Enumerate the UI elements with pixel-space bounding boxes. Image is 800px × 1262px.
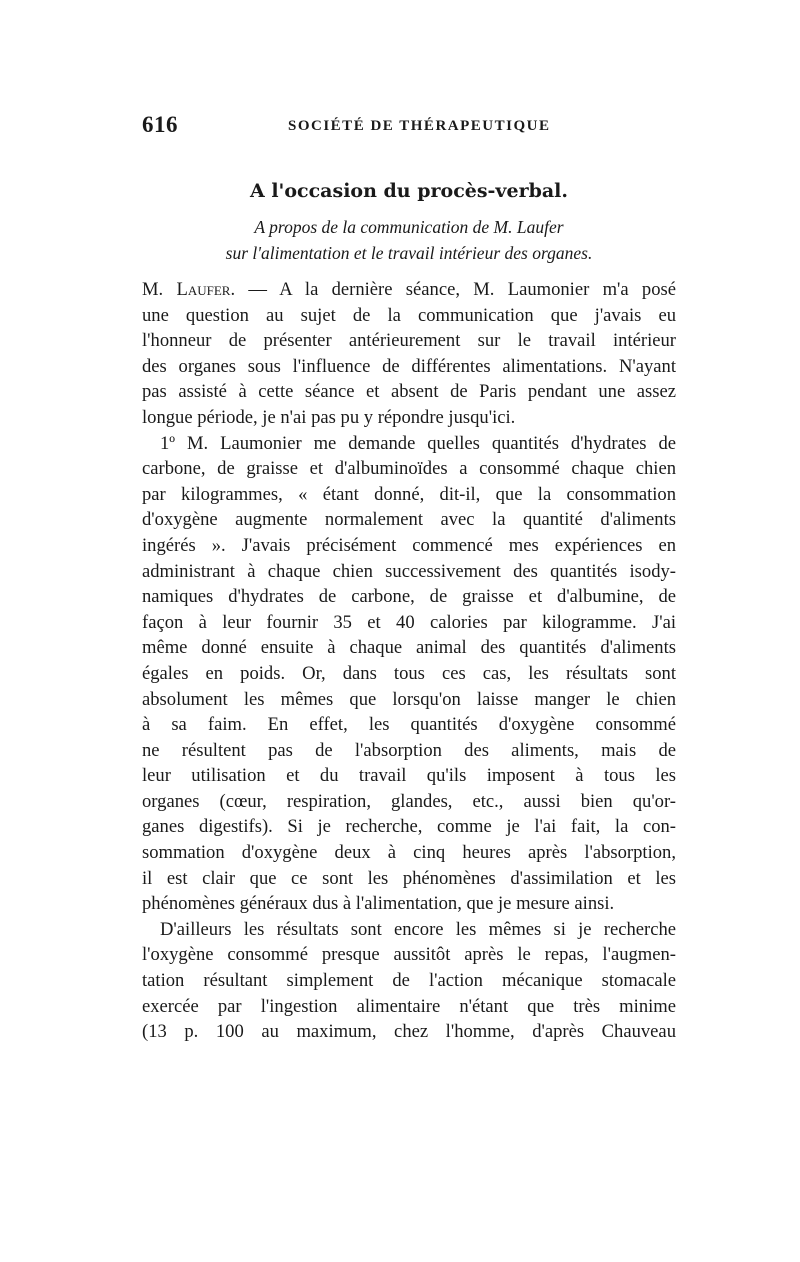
running-header [142, 112, 676, 142]
text-line: une question au sujet de la communication que j'avais eu [142, 304, 676, 326]
text-line: 1º M. Laumonier me demande quelles quantités d'hydrates de [160, 432, 676, 454]
text-line: pas assisté à cette séance et absent de Paris pendant une assez [142, 381, 676, 403]
section-subtitle [142, 214, 676, 266]
page-number: 616 [142, 112, 178, 137]
text-line: par kilogrammes, « étant donné, dit-il, que la consommation [142, 483, 676, 505]
running-title: SOCIÉTÉ DE THÉRAPEUTIQUE [288, 118, 551, 134]
text-line: ingérés ». J'avais précisément commencé mes expériences en [142, 534, 676, 556]
text-line: longue période, je n'ai pas pu y répondre jusqu'ici. [142, 406, 516, 428]
text-line: égales en poids. Or, dans tous ces cas, les résultats sont [142, 662, 676, 684]
paragraph-point-1 [142, 431, 676, 917]
text-line: D'ailleurs les résultats sont encore les mêmes si je recherche [160, 918, 676, 940]
text-line: organes (cœur, respiration, glandes, etc., aussi bien qu'or- [142, 790, 676, 812]
text-line: même donné ensuite à chaque animal des quantités d'aliments [142, 637, 676, 659]
text-line [142, 277, 676, 303]
paragraph-laufer-intro [142, 277, 676, 431]
text-line: leur utilisation et du travail qu'ils imposent à tous les [142, 765, 676, 787]
speaker-name: Laufer [176, 279, 231, 300]
section-title: A l'occasion du procès-verbal. [249, 180, 569, 202]
text-line: (13 p. 100 au maximum, chez l'homme, d'après Chauveau [142, 1021, 676, 1043]
text-line: à sa faim. En effet, les quantités d'oxygène consommé [142, 714, 676, 736]
text-line: carbone, de graisse et d'albuminoïdes a consommé chaque chien [142, 458, 676, 480]
text-line: l'honneur de présenter antérieurement sur le travail intérieur [142, 330, 676, 352]
text-line: des organes sous l'influence de différentes alimentations. N'ayant [142, 355, 676, 377]
text-line: d'oxygène augmente normalement avec la quantité d'aliments [142, 509, 676, 531]
subtitle-line: sur l'alimentation et le travail intérieur des organes. [225, 243, 593, 263]
text-line: exercée par l'ingestion alimentaire n'étant que très minime [142, 995, 676, 1017]
text-line: façon à leur fournir 35 et 40 calories par kilogramme. J'ai [142, 611, 676, 633]
text-line-content: . — A la dernière séance, M. Laumonier m'a posé [230, 279, 676, 300]
text-line: l'oxygène consommé presque aussitôt après le repas, l'augmen- [142, 944, 676, 966]
text-line: ne résultent pas de l'absorption des aliments, mais de [142, 739, 676, 761]
text-line: sommation d'oxygène deux à cinq heures après l'absorption, [142, 842, 676, 864]
text-line: il est clair que ce sont les phénomènes d'assimilation et les [142, 867, 676, 889]
text-line: absolument les mêmes que lorsqu'on laisse manger le chien [142, 688, 676, 710]
text-line: namiques d'hydrates de carbone, de graisse et d'albumine, de [142, 586, 676, 608]
paragraph-continuation [142, 917, 676, 1045]
page-body [142, 178, 676, 1045]
text-line: administrant à chaque chien successivement des quantités isody- [142, 560, 676, 582]
text-line: tation résultant simplement de l'action mécanique stomacale [142, 970, 676, 992]
text-line: ganes digestifs). Si je recherche, comme je l'ai fait, la con- [142, 816, 676, 838]
text-line: phénomènes généraux dus à l'alimentation, que je mesure ainsi. [142, 893, 615, 915]
speaker-prefix: M. [142, 279, 177, 300]
subtitle-line: A propos de la communication de M. Laufer [254, 217, 564, 237]
